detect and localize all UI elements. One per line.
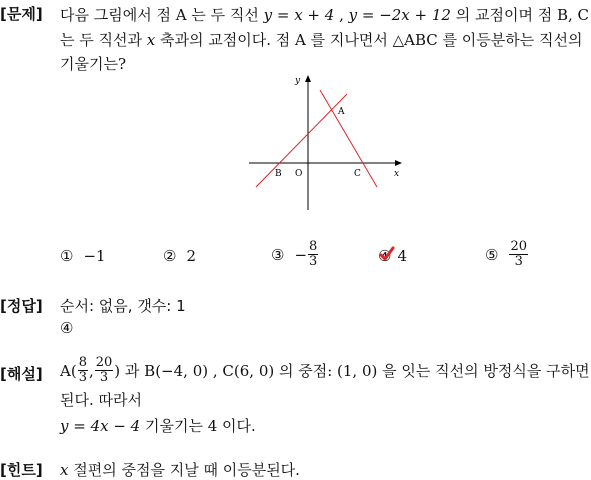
answer-value: ④	[60, 319, 74, 337]
coordinate-figure	[245, 72, 415, 212]
line-ac	[320, 90, 377, 187]
choice-mark: ①	[60, 247, 74, 265]
problem-label: [문제]	[0, 5, 43, 23]
problem-line-1	[60, 4, 589, 25]
choice-2[interactable]	[163, 247, 196, 265]
answer-meta: 순서: 없음, 갯수: 1	[60, 297, 186, 315]
choice-4[interactable]	[378, 247, 407, 265]
choice-1[interactable]	[60, 247, 106, 265]
point-c-label: C	[354, 169, 361, 179]
separator: ,	[88, 361, 94, 380]
solution-line-1	[60, 356, 590, 385]
fraction-denominator: 3	[99, 370, 109, 385]
y-axis-arrow	[305, 75, 311, 82]
point-a-open: A(	[60, 361, 77, 380]
solution-line-2: 된다. 따라서	[60, 391, 142, 409]
choice-fraction	[308, 240, 318, 269]
problem-text: 의 교점이며 점 B, C	[450, 6, 590, 24]
fraction-numerator: 20	[95, 355, 113, 370]
equation-2: y = −2x + 12	[348, 6, 451, 24]
choice-mark: ⑤	[485, 245, 499, 264]
fraction-numerator: 8	[78, 355, 87, 370]
choice-value: −1	[83, 247, 106, 265]
variable-x: x	[146, 31, 156, 49]
choice-sign: −	[294, 245, 308, 264]
checkmark-icon	[379, 246, 395, 262]
y-axis-label: y	[295, 76, 301, 86]
fraction-denominator: 3	[309, 254, 318, 269]
choice-mark: ④	[378, 247, 391, 265]
variable-x: x	[60, 461, 69, 479]
choice-5[interactable]	[485, 240, 529, 269]
choice-3[interactable]	[271, 240, 319, 269]
fraction-denominator: 3	[514, 254, 523, 269]
problem-text: 는 두 직선과	[60, 31, 147, 49]
problem-line-2	[60, 29, 582, 50]
separator: ,	[334, 6, 349, 24]
point-a-label: A	[338, 107, 345, 117]
hint-body: 절편의 중점을 지날 때 이등분된다.	[68, 461, 300, 479]
problem-text: 다음 그림에서 점 A 는 두 직선	[60, 6, 264, 24]
coord-fraction-x	[78, 356, 88, 385]
coord-fraction-y	[95, 356, 114, 385]
hint-label: [힌트]	[0, 461, 43, 479]
choice-fraction	[509, 240, 528, 269]
point-a-close: )	[114, 361, 121, 380]
x-axis-arrow	[395, 160, 402, 166]
fraction-numerator: 20	[510, 239, 527, 254]
solution-line-3	[60, 415, 256, 436]
solution-text: 기울기는 4 이다.	[140, 417, 256, 435]
point-o-label: O	[295, 169, 303, 179]
answer-label: [정답]	[0, 297, 43, 315]
equation-1: y = x + 4	[263, 6, 335, 24]
choice-value: 2	[186, 247, 196, 265]
choice-mark: ②	[163, 247, 177, 265]
solution-equation: y = 4x − 4	[60, 417, 141, 435]
choice-mark: ③	[271, 245, 285, 264]
solution-label: [해설]	[0, 365, 43, 383]
hint-text	[60, 459, 300, 480]
fraction-denominator: 3	[78, 370, 87, 385]
solution-text: 과 B(−4, 0) , C(6, 0) 의 중점: (1, 0) 을 잇는 직선의 방정식을 구하면	[120, 362, 590, 380]
fraction-numerator: 8	[309, 239, 318, 254]
problem-line-3: 기울기는?	[60, 55, 127, 73]
point-b-label: B	[275, 169, 282, 179]
x-axis-label: x	[394, 169, 400, 179]
choice-value: 4	[397, 247, 407, 265]
problem-text: 축과의 교점이다. 점 A 를 지나면서 △ABC 를 이등분하는 직선의	[155, 31, 583, 49]
